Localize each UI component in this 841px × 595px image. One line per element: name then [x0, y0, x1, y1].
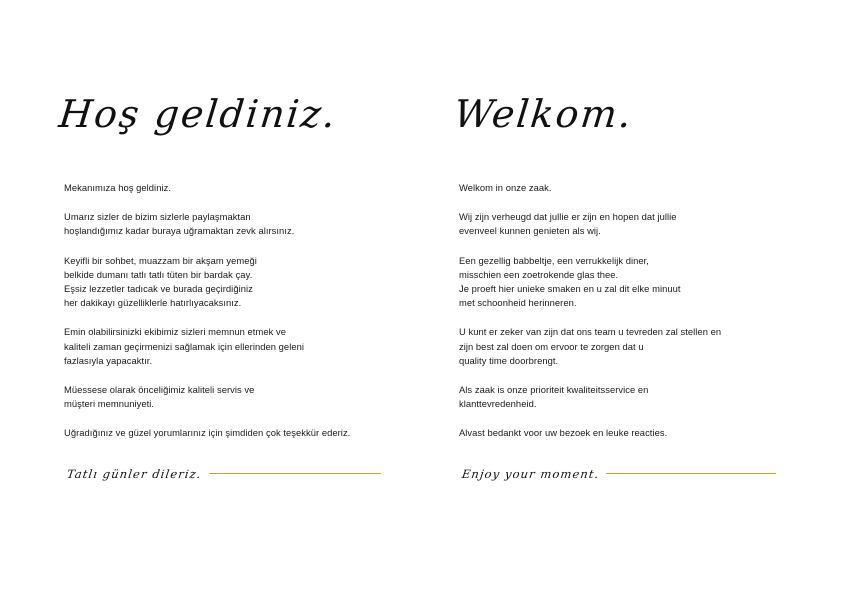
text-line: Uğradığınız ve güzel yorumlarınız için şimdiden çok teşekkür ederiz. — [64, 427, 351, 439]
text-line: misschien een zoetrokende glas thee. — [459, 268, 619, 280]
text-line: evenveel kunnen genieten als wij. — [459, 225, 601, 237]
paragraph — [459, 426, 780, 440]
text-line: Eşsiz lezzetler tadıcak ve burada geçirdiğiniz — [64, 282, 253, 294]
text-line: Een gezellig babbeltje, een verrukkelijk diner, — [459, 254, 649, 266]
paragraph — [64, 181, 385, 195]
paragraph — [64, 210, 385, 238]
text-line: Emin olabilirsinizki ekibimiz sizleri memnun etmek ve — [64, 326, 286, 338]
text-line: Müessese olarak önceliğimiz kaliteli servis ve — [64, 383, 255, 395]
footer-turkish — [55, 465, 385, 491]
heading-dutch: Welkom. — [451, 92, 636, 136]
text-line: fazlasıyla yapacaktır. — [64, 354, 153, 366]
column-dutch — [395, 92, 790, 491]
text-line: Umarız sizler de bizim sizlerle paylaşmaktan — [64, 211, 251, 223]
text-line: hoşlandığımız kadar buraya uğramaktan zevk alırsınız. — [64, 225, 295, 237]
column-turkish — [0, 92, 395, 491]
body-dutch — [450, 181, 780, 441]
text-line: klanttevredenheid. — [459, 398, 537, 410]
text-line: Keyifli bir sohbet, muazzam bir akşam yemeği — [64, 254, 257, 266]
footer-script-dutch: Enjoy your moment. — [458, 467, 607, 481]
text-line: Je proeft hier unieke smaken en u zal dit elke minuut — [459, 282, 681, 294]
text-line: quality time doorbrengt. — [459, 354, 559, 366]
paragraph — [459, 325, 780, 368]
text-line: Welkom in onze zaak. — [459, 181, 552, 193]
paragraph — [64, 325, 385, 368]
text-line: her dakikayı güzelliklerle hatırlıyacaksınız. — [64, 297, 242, 309]
columns-container — [0, 92, 841, 491]
paragraph — [459, 383, 780, 411]
footer-dutch — [450, 465, 780, 491]
text-line: Mekanımıza hoş geldiniz. — [64, 181, 171, 193]
text-line: U kunt er zeker van zijn dat ons team u tevreden zal stellen en — [459, 326, 722, 338]
heading-turkish: Hoş geldiniz. — [56, 92, 340, 136]
body-turkish — [55, 181, 385, 441]
paragraph — [459, 210, 780, 238]
text-line: Als zaak is onze prioriteit kwaliteitsservice en — [459, 383, 649, 395]
text-line: met schoonheid herinneren. — [459, 297, 577, 309]
paragraph — [64, 426, 385, 440]
text-line: belkide dumanı tatlı tatlı tüten bir bardak çay. — [64, 268, 253, 280]
text-line: Wij zijn verheugd dat jullie er zijn en hopen dat jullie — [459, 211, 677, 223]
paragraph — [459, 181, 780, 195]
text-line: müşteri memnuniyeti. — [64, 398, 155, 410]
text-line: Alvast bedankt voor uw bezoek en leuke reacties. — [459, 427, 668, 439]
footer-script-turkish: Tatlı günler dileriz. — [63, 467, 210, 481]
text-line: kaliteli zaman geçirmenizi sağlamak için ellerinden geleni — [64, 340, 304, 352]
paragraph — [64, 254, 385, 311]
text-line: zijn best zal doen om ervoor te zorgen dat u — [459, 340, 644, 352]
paragraph — [64, 383, 385, 411]
paragraph — [459, 254, 780, 311]
